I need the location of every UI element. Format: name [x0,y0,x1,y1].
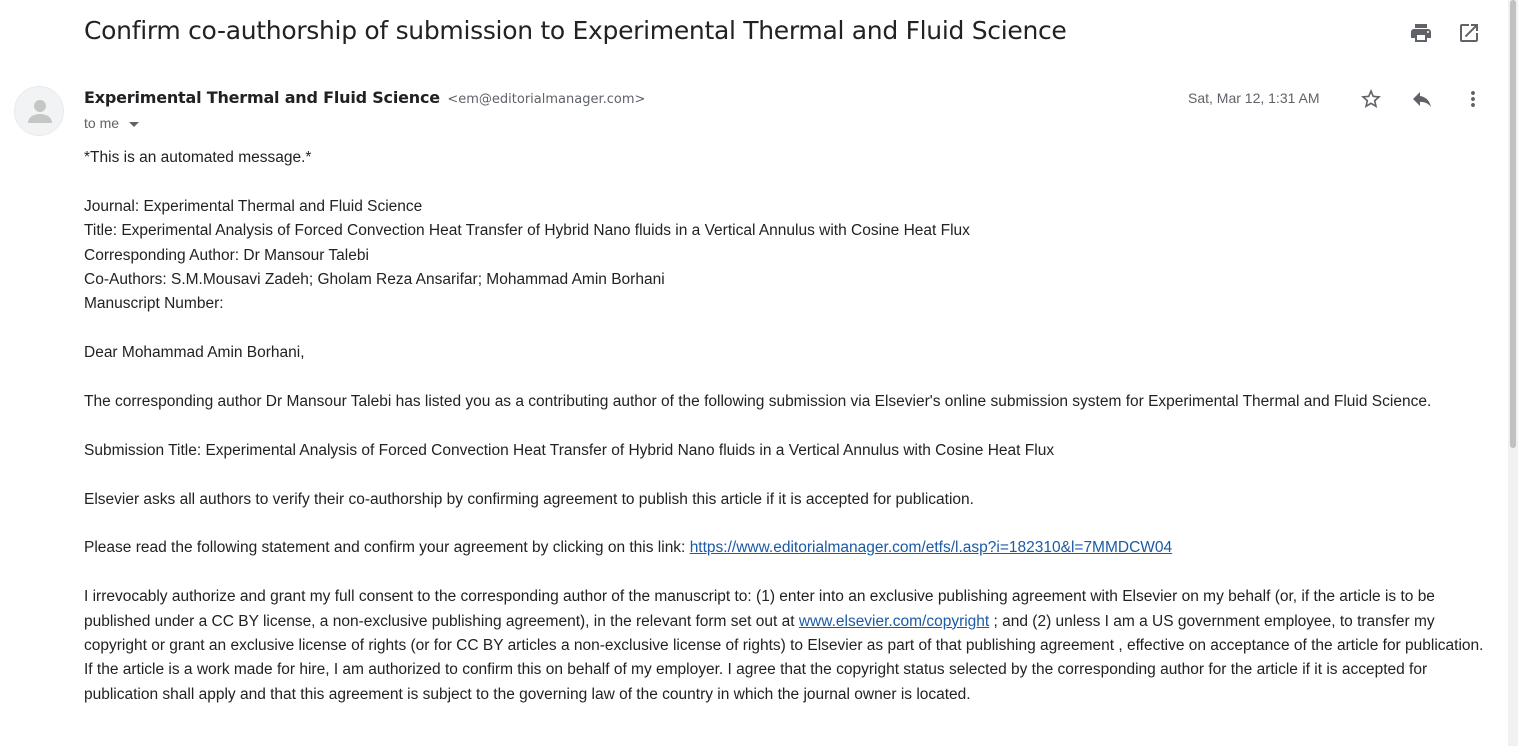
chevron-down-icon[interactable] [129,122,139,127]
open-in-new-icon[interactable] [1456,20,1482,46]
confirm-link[interactable]: https://www.editorialmanager.com/etfs/l.asp?i=182310&l=7MMDCW04 [689,539,1173,557]
sender-name[interactable]: Experimental Thermal and Fluid Science [84,88,440,107]
reply-icon[interactable] [1409,86,1435,112]
sender-line [84,88,645,108]
coauthors-line: Co-Authors: S.M.Mousavi Zadeh; Gholam Reza Ansarifar; Mohammad Amin Borhani [84,271,665,289]
consent-text-2: ; and (2) unless I am a US government employee, to transfer my copyright or grant an exclusive license of rights (or for CC BY articles a non-exclusive license of rights) to Elsevier as part of that publishing agreement , effective on acceptance of the article for publication. If the article is a work made for hire, I am authorized to confirm this on behalf of my employer. I agree that the copyright status selected by the corresponding author for the article if it is accepted for publication shall apply and that this agreement is subject to the governing law of the country in which the journal owner is located. [84,612,1484,703]
corresponding-author-line: Corresponding Author: Dr Mansour Talebi [84,246,369,264]
consent-text-1: I irrevocably authorize and grant my full consent to the corresponding author of the manuscript to: (1) enter into an exclusive publishing agreement with Elsevier on my behalf (or, if the article is to be published under a CC BY license, a non-exclusive publishing agreement), in the relevant form set out at [84,588,1435,630]
star-icon[interactable] [1358,86,1384,112]
submission-title-line: Submission Title: Experimental Analysis of Forced Convection Heat Transfer of Hybrid Nano fluids in a Vertical Annulus with Cosine Heat Flux [84,441,1055,459]
scrollbar[interactable] [1508,0,1518,746]
confirm-paragraph [84,536,1484,560]
confirm-text: Please read the following statement and confirm your agreement by clicking on this link: [84,539,690,557]
manuscript-number-line: Manuscript Number: [84,295,224,313]
title-line: Title: Experimental Analysis of Forced Convection Heat Transfer of Hybrid Nano fluids in a Vertical Annulus with Cosine Heat Flux [84,222,970,240]
print-icon[interactable] [1408,20,1434,46]
sender-email: <em@editorialmanager.com> [447,92,646,107]
scrollbar-thumb[interactable] [1510,0,1516,448]
message-date: Sat, Mar 12, 1:31 AM [1188,90,1320,106]
thread-actions [1408,20,1482,46]
message-body [84,146,1484,732]
journal-line: Journal: Experimental Thermal and Fluid Science [84,197,423,215]
sender-avatar [14,86,64,136]
greeting: Dear Mohammad Amin Borhani, [84,344,305,362]
intro-paragraph: The corresponding author Dr Mansour Talebi has listed you as a contributing author of the following submission via Elsevier's online submission system for Experimental Thermal and Fluid Science. [84,393,1432,411]
to-label: to me [84,115,120,131]
person-icon [15,87,64,136]
automated-notice: *This is an automated message.* [84,149,312,166]
consent-paragraph [84,585,1484,707]
copyright-link[interactable]: www.elsevier.com/copyright [798,612,990,630]
email-subject: Confirm co-authorship of submission to Experimental Thermal and Fluid Science [84,16,1067,45]
more-vert-icon[interactable] [1460,86,1486,112]
verify-paragraph: Elsevier asks all authors to verify their co-authorship by confirming agreement to publish this article if it is accepted for publication. [84,490,974,508]
recipient-details-toggle[interactable] [84,115,139,131]
message-actions [1358,86,1486,112]
